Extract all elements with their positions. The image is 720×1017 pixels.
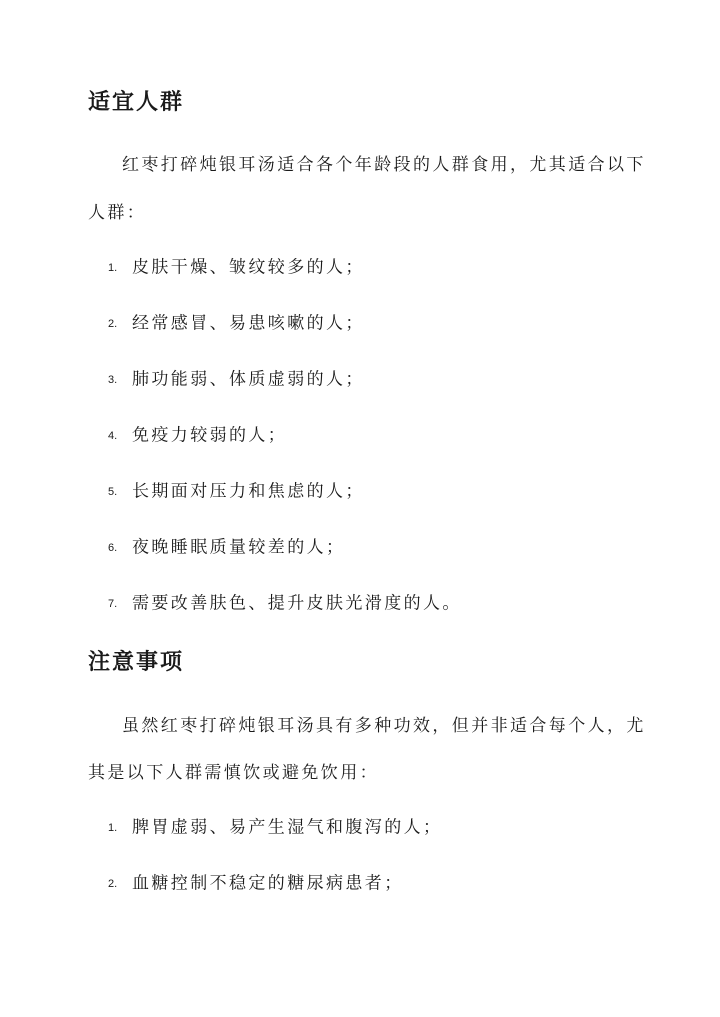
list-item-text: 长期面对压力和焦虑的人； bbox=[132, 481, 365, 502]
list-item-text: 血糖控制不稳定的糖尿病患者； bbox=[132, 873, 404, 894]
list-item bbox=[108, 479, 365, 503]
list-item bbox=[108, 255, 365, 279]
list-item bbox=[108, 423, 287, 447]
list-item-text: 免疫力较弱的人； bbox=[132, 425, 288, 446]
section-heading-precautions: 注意事项 bbox=[88, 649, 185, 675]
list-item-text: 皮肤干燥、皱纹较多的人； bbox=[132, 257, 365, 278]
intro-paragraph-line-1: 红枣打碎炖银耳汤适合各个年龄段的人群食用，尤其适合以下 bbox=[122, 155, 646, 175]
list-item-text: 夜晚睡眠质量较差的人； bbox=[132, 537, 346, 558]
list-item-text: 脾胃虚弱、易产生湿气和腹泻的人； bbox=[132, 817, 443, 838]
list-item-text: 肺功能弱、体质虚弱的人； bbox=[132, 369, 365, 390]
list-item-text: 经常感冒、易患咳嗽的人； bbox=[132, 313, 365, 334]
list-item-number: 5. bbox=[108, 485, 118, 498]
list-item bbox=[108, 591, 462, 615]
list-item-number: 1. bbox=[108, 261, 118, 274]
list-item-number: 2. bbox=[108, 877, 118, 890]
list-item-number: 1. bbox=[108, 821, 118, 834]
intro-paragraph-line-1: 虽然红枣打碎炖银耳汤具有多种功效，但并非适合每个人，尤 bbox=[122, 716, 646, 736]
intro-paragraph-line-2: 其是以下人群需慎饮或避免饮用： bbox=[88, 763, 379, 783]
list-item bbox=[108, 871, 404, 895]
list-item-number: 3. bbox=[108, 373, 118, 386]
list-item bbox=[108, 535, 345, 559]
list-item-number: 4. bbox=[108, 429, 118, 442]
list-item bbox=[108, 815, 442, 839]
intro-paragraph-line-2: 人群： bbox=[88, 203, 147, 223]
list-item-number: 2. bbox=[108, 317, 118, 330]
list-item-text: 需要改善肤色、提升皮肤光滑度的人。 bbox=[132, 593, 462, 614]
list-item bbox=[108, 367, 365, 391]
list-item bbox=[108, 311, 365, 335]
section-heading-suitable-groups: 适宜人群 bbox=[88, 89, 185, 115]
list-item-number: 6. bbox=[108, 541, 118, 554]
list-item-number: 7. bbox=[108, 597, 118, 610]
